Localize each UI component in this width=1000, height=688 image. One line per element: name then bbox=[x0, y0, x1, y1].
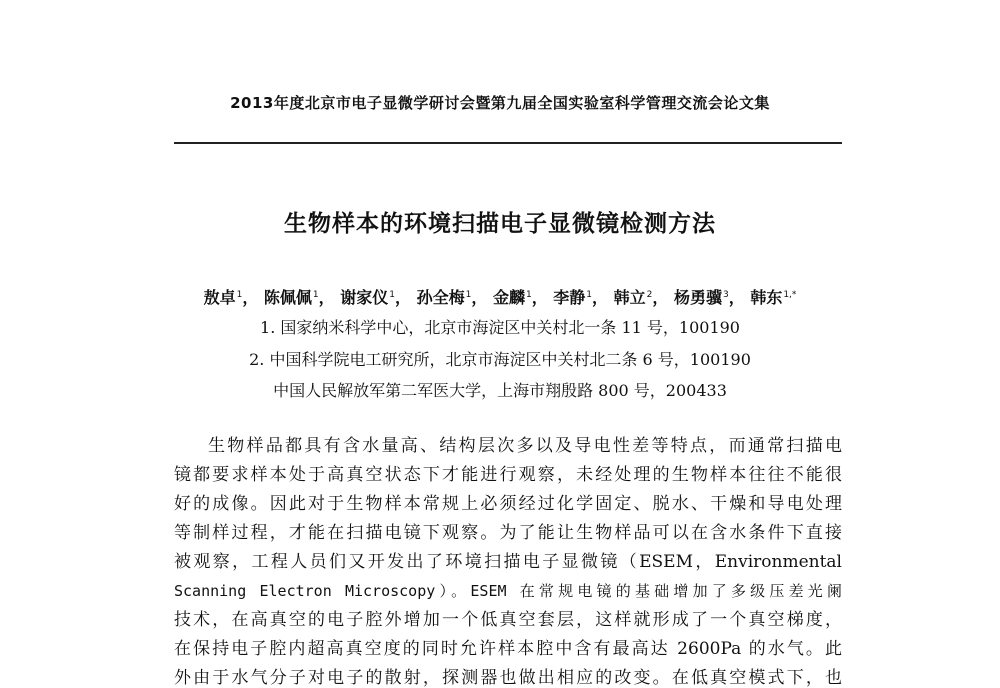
body-line: 在保持电子腔内超高真空度的同时允许样本腔中含有最高达 2600Pa 的水气。此 bbox=[174, 639, 842, 659]
author-name: 孙全梅 bbox=[416, 288, 465, 307]
author-affiliation-mark: 1,* bbox=[783, 290, 797, 300]
author-separator: ， bbox=[395, 288, 412, 307]
author-affiliation-mark: 1 bbox=[312, 290, 319, 300]
body-line: 好的成像。因此对于生物样本常规上必须经过化学固定、脱水、干燥和导电处理 bbox=[174, 494, 842, 514]
author-name: 金麟 bbox=[492, 288, 525, 307]
author-separator: ， bbox=[318, 288, 335, 307]
author-name: 陈佩佩 bbox=[263, 288, 312, 307]
affiliation-1: 1. 国家纳米科学中心，北京市海淀区中关村北一条 11 号，100190 bbox=[260, 318, 740, 337]
affiliation-3: 中国人民解放军第二军医大学，上海市翔殷路 800 号，200433 bbox=[273, 381, 727, 400]
author-separator: ， bbox=[652, 288, 669, 307]
body-line: 生物样品都具有含水量高、结构层次多以及导电性差等特点，而通常扫描电 bbox=[208, 436, 842, 456]
author-separator: ， bbox=[471, 288, 488, 307]
body-line: 被观察，工程人员们又开发出了环境扫描电子显微镜（ESEM，Environmental bbox=[174, 552, 842, 572]
author-name: 杨勇骥 bbox=[673, 288, 722, 307]
proceedings-header: 2013年度北京市电子显微学研讨会暨第九届全国实验室科学管理交流会论文集 bbox=[230, 94, 770, 112]
author-affiliation-mark: 1 bbox=[586, 290, 593, 300]
author-separator: ， bbox=[531, 288, 548, 307]
author-affiliation-mark: 1 bbox=[236, 290, 243, 300]
body-line: 等制样过程，才能在扫描电镜下观察。为了能让生物样品可以在含水条件下直接 bbox=[174, 523, 842, 543]
author-affiliation-mark: 1 bbox=[389, 290, 395, 300]
author-name: 韩立 bbox=[613, 288, 646, 307]
author-separator: ， bbox=[728, 288, 745, 307]
abstract-body bbox=[174, 432, 842, 688]
author-list bbox=[160, 285, 840, 308]
author-affiliation-mark: 1 bbox=[525, 290, 532, 300]
author-affiliation-mark: 1 bbox=[465, 290, 472, 300]
author-affiliation-mark: 3 bbox=[722, 290, 729, 300]
body-line: 镜都要求样本处于高真空状态下才能进行观察，未经处理的生物样本往往不能很 bbox=[174, 465, 842, 485]
author-name: 李静 bbox=[553, 288, 586, 307]
author-name: 谢家仪 bbox=[340, 288, 389, 307]
author-name: 敖卓 bbox=[203, 288, 236, 307]
author-name: 韩东 bbox=[750, 288, 783, 307]
header-rule bbox=[174, 142, 842, 144]
author-separator: ， bbox=[242, 288, 259, 307]
body-line: 技术，在高真空的电子腔外增加一个低真空套层，这样就形成了一个真空梯度， bbox=[174, 610, 842, 630]
paper-title: 生物样本的环境扫描电子显微镜检测方法 bbox=[284, 211, 716, 237]
body-line: Scanning Electron Microscopy）。ESEM 在常规电镜的基础增加了多级压差光阑 bbox=[174, 582, 842, 600]
author-separator: ， bbox=[592, 288, 609, 307]
author-affiliation-mark: 2 bbox=[646, 290, 653, 300]
affiliation-2: 2. 中国科学院电工研究所，北京市海淀区中关村北二条 6 号，100190 bbox=[249, 350, 751, 369]
body-line: 外由于水气分子对电子的散射，探测器也做出相应的改变。在低真空模式下，也 bbox=[174, 668, 842, 688]
